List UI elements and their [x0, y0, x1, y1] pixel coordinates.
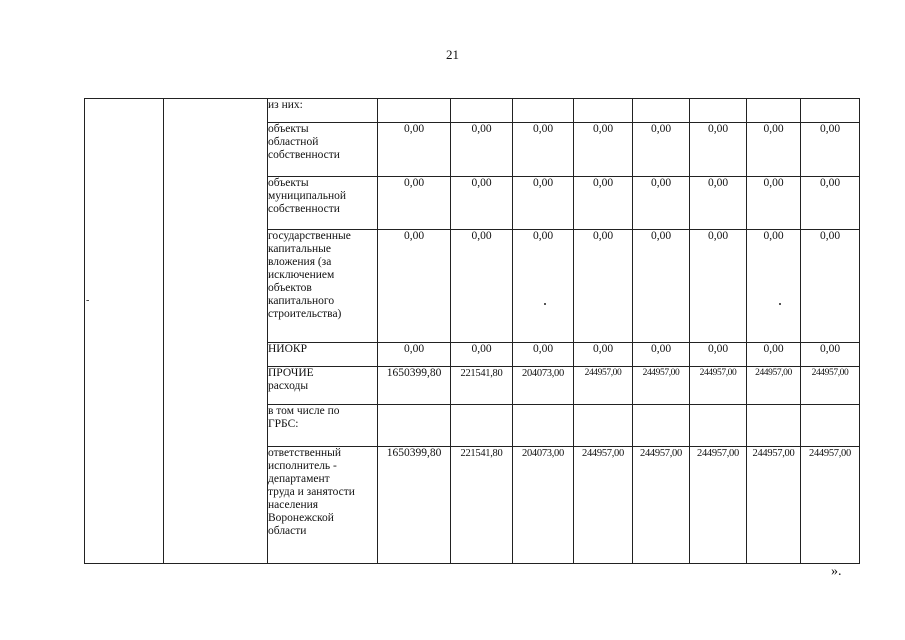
value-cell: 204073,00 [513, 367, 574, 405]
value-cell: 0,00 [801, 123, 860, 177]
value-cell: 0,00 [633, 177, 690, 230]
row-label [268, 177, 378, 230]
value-cell: 0,00 [378, 343, 451, 367]
row-label [268, 367, 378, 405]
value-cell [451, 405, 513, 447]
value-cell [690, 99, 747, 123]
value-cell: 0,00 [690, 343, 747, 367]
value-cell: 0,00 [513, 177, 574, 230]
row-label-text: объекты областной собственности [268, 123, 340, 161]
table-row [85, 99, 860, 123]
value-cell: 0,00 [574, 343, 633, 367]
value-cell [574, 405, 633, 447]
value-cell: 0,00 [801, 230, 860, 343]
row-label [268, 447, 378, 564]
row-label-text: ПРОЧИЕ расходы [268, 367, 314, 392]
value-cell: 244957,00 [801, 447, 860, 564]
value-cell: 0,00 [801, 177, 860, 230]
row-label-text: ответственный исполнитель - департамент труда и занятости населения Воронежской области [268, 447, 355, 537]
row-label-text: НИОКР [268, 343, 307, 355]
row-label [268, 343, 378, 367]
value-cell: 0,00 [451, 177, 513, 230]
value-cell [801, 99, 860, 123]
row-label-text: в том числе по ГРБС: [268, 405, 340, 430]
value-cell: 0,00 [690, 123, 747, 177]
value-cell: 0,00 [378, 230, 451, 343]
value-cell: 0,00 [513, 123, 574, 177]
value-cell [747, 405, 801, 447]
scan-speck [544, 303, 546, 305]
value-cell [513, 405, 574, 447]
value-cell: 244957,00 [690, 447, 747, 564]
value-cell [690, 405, 747, 447]
value-cell: 221541,80 [451, 367, 513, 405]
value-cell [747, 99, 801, 123]
value-cell: 0,00 [633, 230, 690, 343]
row-label-text: государственные капитальные вложения (за исключением объектов капитального строительства) [268, 230, 351, 320]
row-label [268, 99, 378, 123]
value-cell [633, 99, 690, 123]
row-label [268, 230, 378, 343]
value-cell: 244957,00 [633, 367, 690, 405]
value-cell: 0,00 [690, 177, 747, 230]
value-cell: 244957,00 [801, 367, 860, 405]
row-label [268, 405, 378, 447]
value-cell: 0,00 [451, 123, 513, 177]
value-cell: 0,00 [633, 123, 690, 177]
value-cell: 244957,00 [747, 367, 801, 405]
value-cell: 0,00 [451, 343, 513, 367]
value-cell: 0,00 [633, 343, 690, 367]
value-cell: 204073,00 [513, 447, 574, 564]
value-cell: 0,00 [747, 230, 801, 343]
budget-table [84, 98, 860, 564]
value-cell: 0,00 [690, 230, 747, 343]
value-cell: 0,00 [574, 230, 633, 343]
value-cell: 1650399,80 [378, 447, 451, 564]
value-cell: 0,00 [747, 343, 801, 367]
value-cell: 0,00 [513, 343, 574, 367]
value-cell [513, 99, 574, 123]
value-cell: 0,00 [574, 177, 633, 230]
value-cell: 0,00 [513, 230, 574, 343]
row-label-text: из них: [268, 99, 303, 111]
middle-empty-cell [164, 99, 268, 564]
value-cell: 0,00 [378, 123, 451, 177]
value-cell: 0,00 [574, 123, 633, 177]
value-cell: 244957,00 [690, 367, 747, 405]
value-cell: 221541,80 [451, 447, 513, 564]
row-label-text: объекты муниципальной собственности [268, 177, 347, 215]
value-cell [378, 405, 451, 447]
value-cell: 1650399,80 [378, 367, 451, 405]
value-cell: 0,00 [451, 230, 513, 343]
scan-speck [779, 303, 781, 305]
row-label [268, 123, 378, 177]
page-number: 21 [446, 47, 459, 62]
left-empty-cell [85, 99, 164, 564]
value-cell: 0,00 [378, 177, 451, 230]
value-cell: 244957,00 [574, 367, 633, 405]
value-cell: 0,00 [747, 123, 801, 177]
stray-mark: - [86, 295, 90, 306]
value-cell: 244957,00 [747, 447, 801, 564]
value-cell [574, 99, 633, 123]
closing-quote-mark: ». [831, 564, 842, 579]
value-cell: 244957,00 [574, 447, 633, 564]
value-cell [801, 405, 860, 447]
value-cell: 244957,00 [633, 447, 690, 564]
value-cell: 0,00 [801, 343, 860, 367]
value-cell [451, 99, 513, 123]
value-cell: 0,00 [747, 177, 801, 230]
value-cell [633, 405, 690, 447]
value-cell [378, 99, 451, 123]
